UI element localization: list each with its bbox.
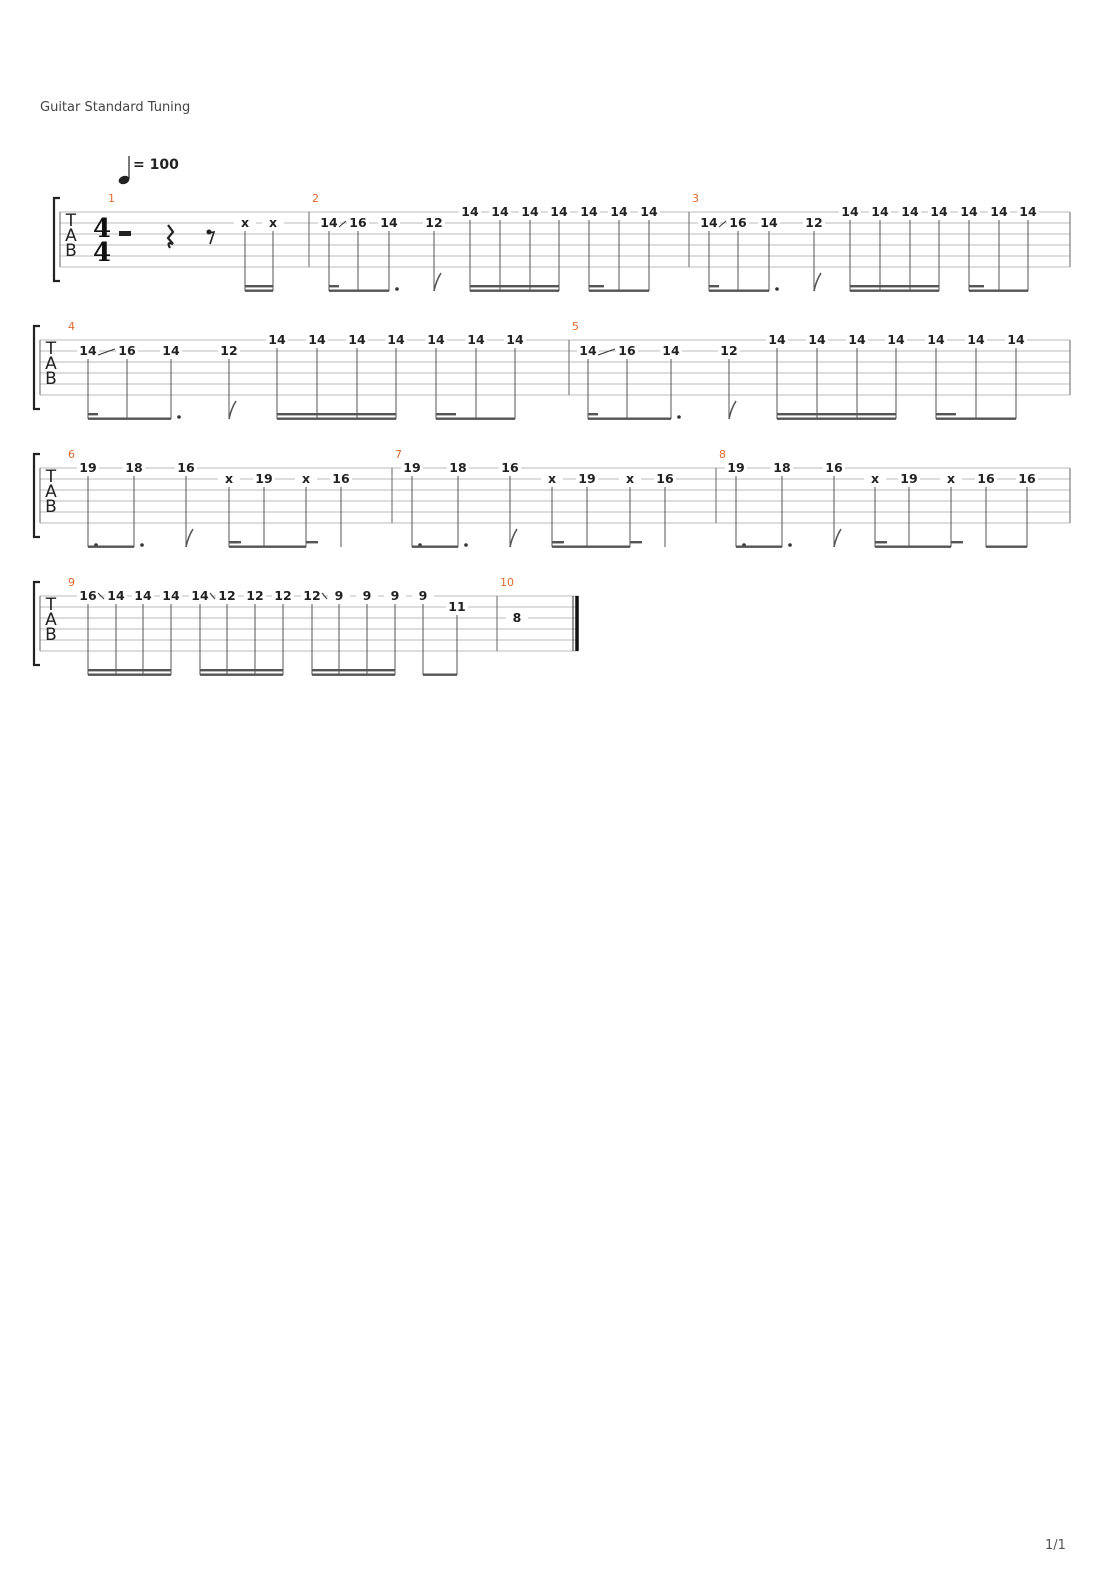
beam-primary (936, 418, 1016, 420)
fret-number: 14 (700, 215, 718, 230)
beam-primary (329, 290, 389, 292)
fret-number: 12 (218, 588, 236, 603)
beam-stub (306, 541, 318, 543)
measure-number: 6 (68, 448, 75, 461)
rhythm-dot (395, 287, 399, 291)
fret-number: 14 (901, 204, 919, 219)
tab-clef-letter: A (65, 226, 77, 246)
beam-secondary (530, 285, 559, 287)
beam-primary (470, 290, 559, 292)
beam-secondary (227, 669, 255, 671)
beam-secondary (143, 669, 171, 671)
beam-primary (588, 418, 671, 420)
fret-number: 14 (380, 215, 398, 230)
tab-clef-letter: T (45, 339, 57, 359)
beam-secondary (817, 413, 857, 415)
beam-primary (589, 290, 649, 292)
fret-number: 14 (967, 332, 985, 347)
fret-number: 14 (990, 204, 1008, 219)
fret-number: 19 (900, 471, 918, 486)
fret-number: 14 (191, 588, 209, 603)
fret-number: 12 (303, 588, 321, 603)
fret-number: 14 (348, 332, 366, 347)
fret-number: 14 (427, 332, 445, 347)
fret-number: 14 (107, 588, 125, 603)
beam-primary (423, 674, 457, 676)
beam-secondary (339, 669, 367, 671)
beam-primary (88, 418, 171, 420)
beam-primary (88, 546, 134, 548)
beam-secondary (880, 285, 910, 287)
system-bracket (34, 326, 40, 409)
fret-number: 14 (491, 204, 509, 219)
beam-primary (88, 674, 171, 676)
fret-number: 18 (125, 460, 143, 475)
fret-number: 16 (177, 460, 195, 475)
fret-number: 14 (1019, 204, 1037, 219)
measure-number: 5 (572, 320, 579, 333)
fret-number: 11 (448, 599, 466, 614)
tab-clef-letter: A (45, 482, 57, 502)
time-signature-bottom: 4 (92, 238, 112, 268)
fret-number: 12 (425, 215, 443, 230)
fret-number: 14 (521, 204, 539, 219)
beam-secondary (589, 285, 604, 287)
fret-number: 18 (773, 460, 791, 475)
rhythm-dot (775, 287, 779, 291)
beam-secondary (500, 285, 530, 287)
tab-clef-letter: A (45, 354, 57, 374)
beam-stub (709, 285, 719, 287)
beam-primary (777, 418, 896, 420)
staff-system-2 (34, 320, 1070, 420)
rhythm-dot (177, 415, 181, 419)
fret-number: 14 (930, 204, 948, 219)
beam-stub (552, 541, 562, 543)
measure-number: 9 (68, 576, 75, 589)
beam-stub (229, 541, 239, 543)
tab-clef-letter: T (45, 595, 57, 615)
fret-number: 9 (390, 588, 400, 603)
beam-primary (736, 546, 782, 548)
beam-stub (329, 285, 339, 287)
tab-clef-letter: B (65, 241, 77, 261)
tuning-label: Guitar Standard Tuning (40, 100, 191, 115)
beam-primary (200, 674, 283, 676)
page-number: 1/1 (1045, 1538, 1066, 1553)
fret-number: 14 (320, 215, 338, 230)
fret-number: 19 (403, 460, 421, 475)
fret-number: 14 (268, 332, 286, 347)
tab-clef-letter: A (45, 610, 57, 630)
fret-number: 14 (579, 343, 597, 358)
slide-up-line (339, 221, 346, 227)
beam-secondary (910, 285, 939, 287)
tab-clef-letter: B (45, 625, 57, 645)
fret-number: 16 (349, 215, 367, 230)
dead-note: x (625, 471, 635, 486)
fret-number: 14 (927, 332, 945, 347)
beam-primary (245, 290, 273, 292)
beam-primary (986, 546, 1027, 548)
fret-number: 12 (246, 588, 264, 603)
beam-secondary (969, 285, 984, 287)
fret-number: 14 (960, 204, 978, 219)
fret-number: 14 (506, 332, 524, 347)
half-rest (119, 231, 131, 236)
tab-clef-letter: B (45, 497, 57, 517)
eighth-flag (729, 401, 736, 419)
beam-secondary (277, 413, 317, 415)
beam-secondary (255, 669, 283, 671)
rhythm-dot (464, 543, 468, 547)
beam-secondary (857, 413, 896, 415)
measure-number: 2 (312, 192, 319, 205)
fret-number: 12 (274, 588, 292, 603)
measure-number: 10 (500, 576, 514, 589)
beam-secondary (116, 669, 143, 671)
beam-stub (875, 541, 885, 543)
fret-number: 12 (805, 215, 823, 230)
tab-clef-letter: T (45, 467, 57, 487)
beam-secondary (777, 413, 817, 415)
fret-number: 19 (255, 471, 273, 486)
beam-stub (88, 413, 98, 415)
fret-number: 14 (640, 204, 658, 219)
beam-secondary (312, 669, 339, 671)
measure-number: 7 (395, 448, 402, 461)
beam-primary (969, 290, 1028, 292)
dead-note: x (870, 471, 880, 486)
fret-number: 14 (848, 332, 866, 347)
tab-clef-letter: T (65, 211, 77, 231)
fret-number: 8 (512, 610, 522, 625)
beam-stub (630, 541, 642, 543)
fret-number: 14 (662, 343, 680, 358)
fret-number: 16 (79, 588, 97, 603)
fret-number: 16 (118, 343, 136, 358)
dead-note: x (240, 215, 250, 230)
fret-number: 19 (727, 460, 745, 475)
staff-system-1 (54, 192, 1070, 292)
beam-stub (951, 541, 963, 543)
beam-primary (709, 290, 769, 292)
fret-number: 14 (467, 332, 485, 347)
dead-note: x (224, 471, 234, 486)
fret-number: 14 (610, 204, 628, 219)
fret-number: 16 (729, 215, 747, 230)
time-signature-top: 4 (92, 214, 112, 244)
rhythm-dot (677, 415, 681, 419)
beam-primary (552, 546, 630, 548)
beam-secondary (470, 285, 500, 287)
fret-number: 19 (79, 460, 97, 475)
tempo-value: = 100 (133, 157, 179, 173)
fret-number: 12 (720, 343, 738, 358)
fret-number: 14 (79, 343, 97, 358)
fret-number: 14 (760, 215, 778, 230)
beam-secondary (850, 285, 880, 287)
dead-note: x (946, 471, 956, 486)
fret-number: 14 (841, 204, 859, 219)
measure-number: 8 (719, 448, 726, 461)
beam-secondary (200, 669, 227, 671)
fret-number: 12 (220, 343, 238, 358)
fret-number: 16 (656, 471, 674, 486)
fret-number: 16 (618, 343, 636, 358)
beam-primary (229, 546, 306, 548)
system-bracket (34, 454, 40, 537)
staff-system-4 (34, 576, 578, 676)
fret-number: 14 (808, 332, 826, 347)
fret-number: 14 (550, 204, 568, 219)
rhythm-dot (788, 543, 792, 547)
beam-stub (588, 413, 598, 415)
beam-primary (436, 418, 515, 420)
beam-secondary (317, 413, 357, 415)
fret-number: 9 (362, 588, 372, 603)
measure-number: 3 (692, 192, 699, 205)
fret-number: 16 (332, 471, 350, 486)
beam-primary (850, 290, 939, 292)
slide-up-line (98, 349, 115, 355)
fret-number: 14 (387, 332, 405, 347)
eighth-flag (186, 529, 193, 547)
fret-number: 14 (580, 204, 598, 219)
beam-secondary (357, 413, 396, 415)
fret-number: 9 (334, 588, 344, 603)
fret-number: 14 (162, 343, 180, 358)
eighth-flag (814, 273, 821, 291)
staff-system-3 (34, 448, 1070, 548)
fret-number: 14 (308, 332, 326, 347)
fret-number: 16 (501, 460, 519, 475)
beam-primary (412, 546, 458, 548)
fret-number: 16 (1018, 471, 1036, 486)
fret-number: 14 (461, 204, 479, 219)
beam-secondary (936, 413, 956, 415)
dead-note: x (547, 471, 557, 486)
beam-secondary (436, 413, 456, 415)
slide-up-line (719, 221, 726, 227)
fret-number: 14 (871, 204, 889, 219)
eighth-flag (834, 529, 841, 547)
fret-number: 18 (449, 460, 467, 475)
system-bracket (34, 582, 40, 665)
fret-number: 16 (825, 460, 843, 475)
eighth-flag (434, 273, 441, 291)
fret-number: 14 (887, 332, 905, 347)
dead-note: x (268, 215, 278, 230)
beam-secondary (367, 669, 395, 671)
fret-number: 16 (977, 471, 995, 486)
fret-number: 14 (1007, 332, 1025, 347)
measure-number: 1 (108, 192, 115, 205)
beam-primary (277, 418, 396, 420)
slide-up-line (598, 349, 615, 355)
rhythm-dot (140, 543, 144, 547)
fret-number: 14 (768, 332, 786, 347)
measure-number: 4 (68, 320, 75, 333)
eighth-flag (510, 529, 517, 547)
tab-clef-letter: B (45, 369, 57, 389)
system-bracket (54, 198, 60, 281)
fret-number: 14 (134, 588, 152, 603)
beam-secondary (88, 669, 116, 671)
eighth-flag (229, 401, 236, 419)
dead-note: x (301, 471, 311, 486)
beam-primary (312, 674, 395, 676)
fret-number: 19 (578, 471, 596, 486)
fret-number: 9 (418, 588, 428, 603)
beam-secondary (245, 285, 273, 287)
fret-number: 14 (162, 588, 180, 603)
beam-primary (875, 546, 951, 548)
